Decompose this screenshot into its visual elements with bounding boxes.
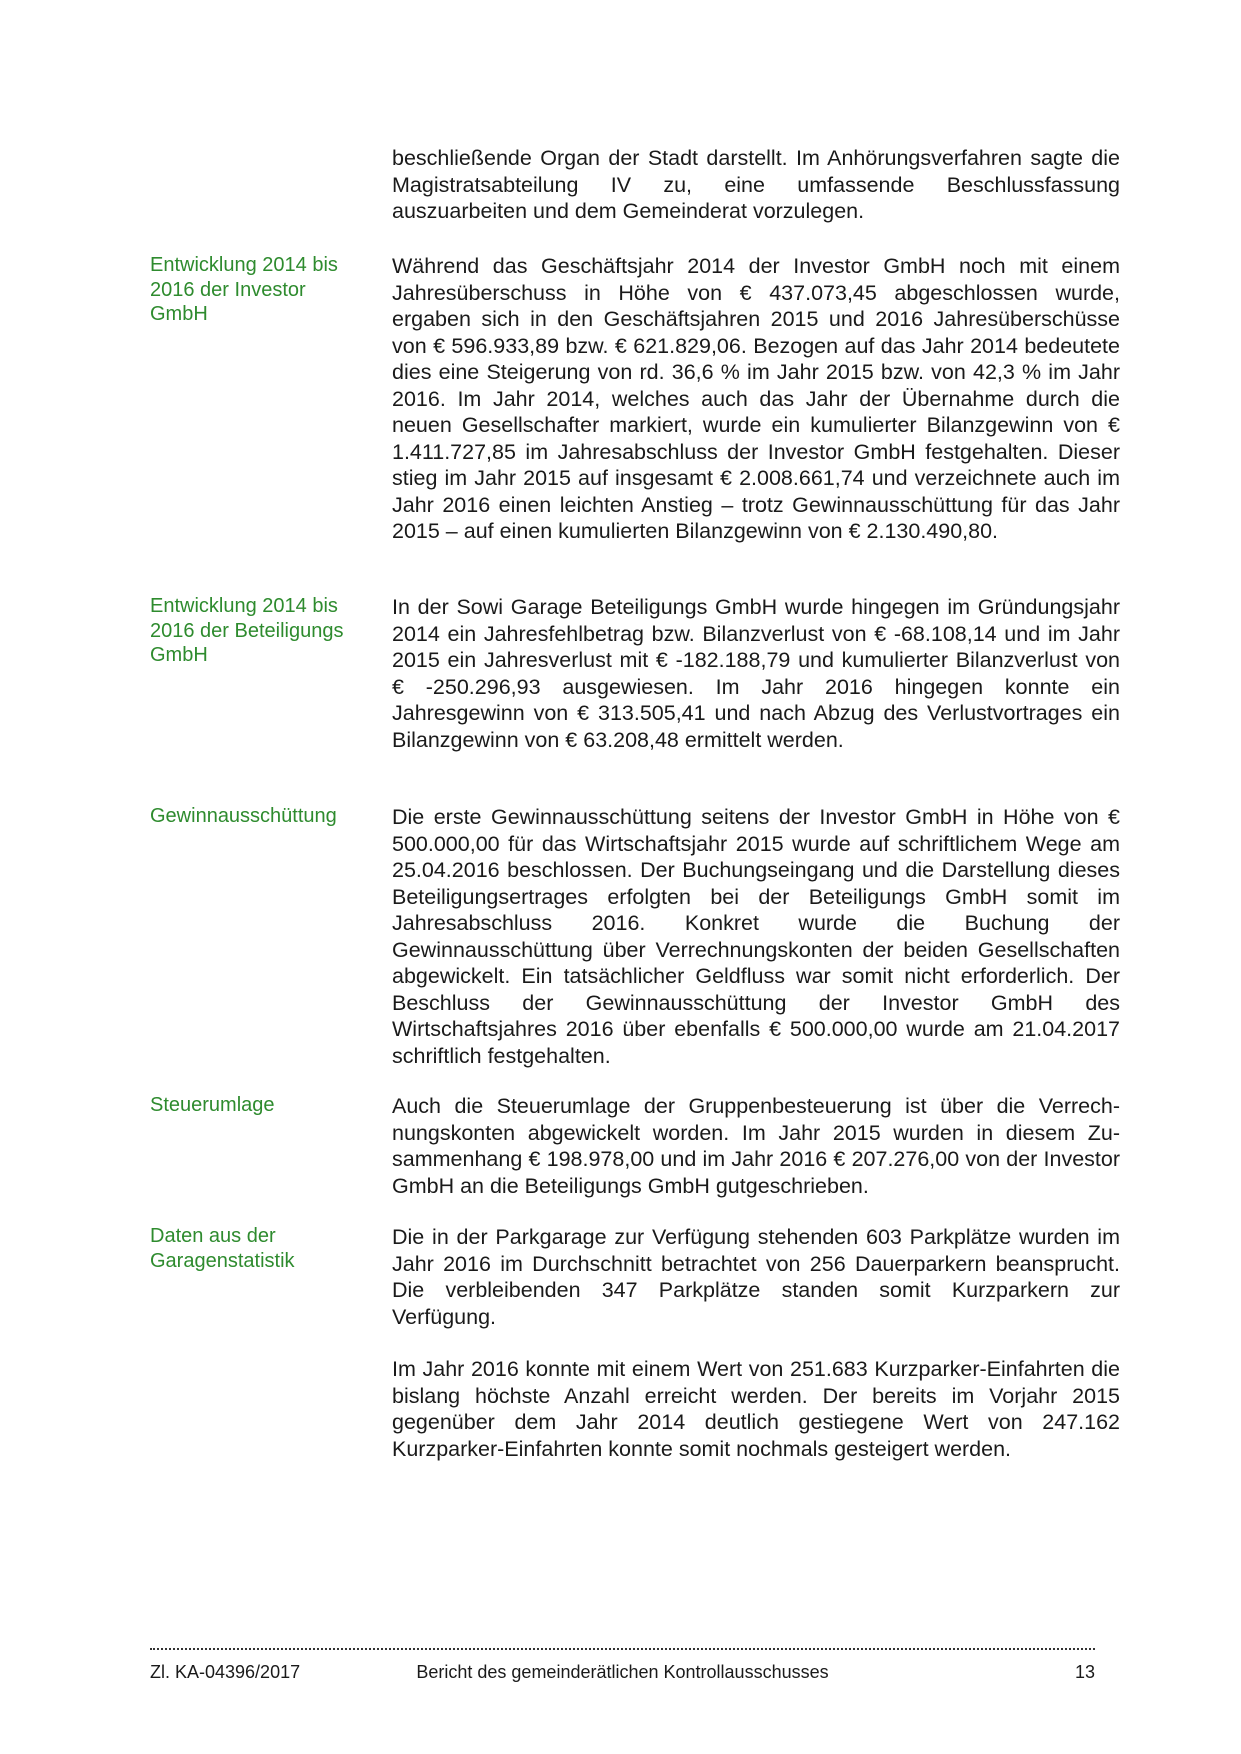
margin-label: Entwicklung 2014 bis 2016 der Beteiligungs GmbH: [150, 595, 344, 666]
paragraph: Die in der Parkgarage zur Verfügung stehenden 603 Parkplätze wurden im Jahr 2016 im Durchschnitt betrachtet von 256 Dauerparkern beansprucht. Die verbleibenden 347 Parkplätze standen somit Kurzparkern zur Verfügung.: [392, 1225, 1120, 1329]
paragraph: Die erste Gewinnausschüttung seitens der Investor GmbH in Höhe von € 500.000,00 für das Wirtschaftsjahr 2015 wurde auf schriftlichem Wege am 25.04.2016 beschlossen. Der Buchungseingang und die Darstellung dieses Beteiligungsertrages erfolgten bei der Beteiligungs GmbH somit im Jahresabschluss 2016. Konkret wurde die Buchung der Gewinnausschüttung über Verrechnungskonten der beiden Gesellschaften abgewickelt. Ein tatsächlicher Geldfluss war somit nicht erforderlich. Der Beschluss der Gewinnausschüttung der Investor GmbH des Wirtschaftsjahres 2016 über ebenfalls € 500.000,00 wurde am 21.04.2017 schriftlich festgehalten.: [392, 805, 1120, 1068]
margin-label: Daten aus der Garagenstatistik: [150, 1225, 295, 1272]
footer-reference: Zl. KA-04396/2017: [150, 1662, 301, 1682]
paragraph: Während das Geschäftsjahr 2014 der Investor GmbH noch mit einem Jahresüberschuss in Höhe von € 437.073,45 abgeschlossen wurde, ergaben sich in den Geschäftsjahren 2015 und 2016 Jahresüberschüsse von € 596.933,89 bzw. € 621.829,06. Bezogen auf das Jahr 2014 bedeutete dies eine Steigerung von rd. 36,6 % im Jahr 2015 bzw. von 42,3 % im Jahr 2016. Im Jahr 2014, welches auch das Jahr der Übernahme durch die neuen Gesellschafter markiert, wurde ein kumulierter Bilanzgewinn von € 1.411.727,85 im Jahresabschluss der Investor GmbH festgehalten. Dieser stieg im Jahr 2015 auf insgesamt € 2.008.661,74 und verzeichnete auch im Jahr 2016 einen leichten Anstieg – trotz Gewinnausschüttung für das Jahr 2015 – auf einen kumulierten Bilanzgewinn von € 2.130.490,80.: [392, 254, 1120, 543]
section-body: [392, 253, 1120, 545]
footer-divider: [150, 1648, 1095, 1650]
paragraph: Auch die Steuerumlage der Gruppenbesteuerung ist über die Verrechnungskonten abgewickelt worden. Im Jahr 2015 wurden in diesem Zusammenhang € 198.978,00 und im Jahr 2016 € 207.276,00 von der Investor GmbH an die Beteiligungs GmbH gutgeschrieben.: [392, 1094, 1120, 1198]
section-body: [392, 804, 1120, 1069]
margin-label: Entwicklung 2014 bis 2016 der Investor GmbH: [150, 254, 338, 325]
page-number: 13: [1074, 1662, 1095, 1682]
margin-label: Gewinnausschüttung: [150, 805, 337, 827]
intro-paragraph-block: [392, 145, 1120, 225]
section-body: [392, 594, 1120, 753]
intro-paragraph: beschließende Organ der Stadt darstellt. Im Anhörungsverfahren sagte die Magistratsabteilung IV zu, eine umfassende Beschlussfassung auszuarbeiten und dem Gemeinderat vorzulegen.: [392, 146, 1120, 223]
paragraph: In der Sowi Garage Beteiligungs GmbH wurde hingegen im Gründungsjahr 2014 ein Jahresfehlbetrag bzw. Bilanzverlust von € -68.108,14 und im Jahr 2015 ein Jahresverlust mit € -182.188,79 und kumulierter Bilanzverlust von € -250.296,93 ausgewiesen. Im Jahr 2016 hingegen konnte ein Jahresgewinn von € 313.505,41 und nach Abzug des Verlustvortrages ein Bilanzgewinn von € 63.208,48 ermittelt werden.: [392, 595, 1120, 752]
section-body: [392, 1224, 1120, 1462]
section-body: [392, 1093, 1120, 1199]
page-footer: [150, 1662, 1095, 1686]
paragraph: Im Jahr 2016 konnte mit einem Wert von 251.683 Kurzparker-Einfahrten die bislang höchste Anzahl erreicht werden. Der bereits im Vorjahr 2015 gegenüber dem Jahr 2014 deutlich gestiegene Wert von 247.162 Kurzparker-Einfahrten konnte somit nochmals gesteigert werden.: [392, 1357, 1120, 1461]
footer-title: Bericht des gemeinderätlichen Kontrollausschusses: [416, 1662, 829, 1682]
margin-label: Steuerumlage: [150, 1094, 275, 1116]
